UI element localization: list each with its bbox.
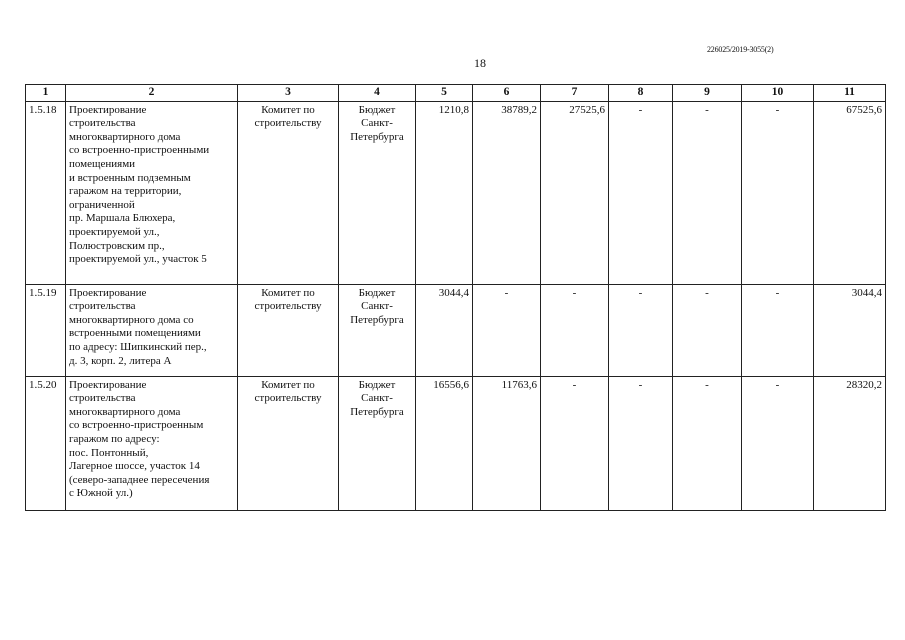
- funding-source-line: Санкт-: [361, 117, 393, 130]
- value-cell-c10: -: [742, 376, 814, 510]
- column-number: 3: [238, 85, 339, 102]
- document-registration-number: 226025/2019-3055(2): [707, 45, 774, 54]
- funding-source-cell: [339, 376, 416, 510]
- executor-line: Комитет по: [261, 378, 315, 391]
- value-cell-c7: -: [541, 376, 609, 510]
- item-name-line: проектируемой ул.,: [69, 225, 160, 238]
- column-number: 4: [339, 85, 416, 102]
- column-number: 11: [814, 85, 886, 102]
- item-name-line: д. 3, корп. 2, литера А: [69, 354, 172, 367]
- column-number: 5: [416, 85, 473, 102]
- value-cell-c6: 38789,2: [473, 101, 541, 284]
- item-name-line: Проектирование: [69, 378, 147, 391]
- value-cell-c8: -: [609, 376, 673, 510]
- value-cell-c8: -: [609, 284, 673, 376]
- item-name-line: пр. Маршала Блюхера,: [69, 212, 176, 225]
- item-name-line: с Южной ул.): [69, 487, 133, 500]
- item-name-line: строительства: [69, 300, 136, 313]
- executor-line: Комитет по: [261, 103, 315, 116]
- item-name-line: гаражом по адресу:: [69, 432, 160, 445]
- item-name-line: Проектирование: [69, 103, 147, 116]
- item-number-cell: 1.5.19: [26, 284, 66, 376]
- item-name-line: со встроенно-пристроенным: [69, 419, 204, 432]
- funding-source-cell: [339, 284, 416, 376]
- value-cell-c9: -: [673, 101, 742, 284]
- item-name-line: Полюстровским пр.,: [69, 239, 165, 252]
- funding-source-line: Петербурга: [350, 313, 404, 326]
- item-name-line: многоквартирного дома со: [69, 313, 194, 326]
- column-number: 9: [673, 85, 742, 102]
- table-body: [26, 101, 886, 510]
- value-cell-c10: -: [742, 101, 814, 284]
- table-row: [26, 376, 886, 510]
- item-name-line: проектируемой ул., участок 5: [69, 253, 207, 266]
- item-name-line: гаражом на территории,: [69, 185, 182, 198]
- item-name-cell: [66, 376, 238, 510]
- column-number: 6: [473, 85, 541, 102]
- executor-line: строительству: [254, 300, 322, 313]
- value-cell-c11: 3044,4: [814, 284, 886, 376]
- item-name-line: по адресу: Шипкинский пер.,: [69, 340, 207, 353]
- item-name-line: со встроенно-пристроенными: [69, 144, 210, 157]
- executor-line: строительству: [254, 392, 322, 405]
- value-cell-c11: 67525,6: [814, 101, 886, 284]
- executor-line: Комитет по: [261, 286, 315, 299]
- item-name-cell: [66, 101, 238, 284]
- item-name-line: строительства: [69, 392, 136, 405]
- item-name-line: помещениями: [69, 157, 136, 170]
- funding-source-cell: [339, 101, 416, 284]
- funding-source-line: Бюджет: [358, 378, 396, 391]
- program-table: [25, 84, 886, 511]
- item-name-line: ограниченной: [69, 198, 135, 211]
- column-number: 10: [742, 85, 814, 102]
- funding-source-line: Петербурга: [350, 130, 404, 143]
- item-name-line: многоквартирного дома: [69, 405, 181, 418]
- column-number: 2: [66, 85, 238, 102]
- value-cell-c8: -: [609, 101, 673, 284]
- funding-source-line: Бюджет: [358, 286, 396, 299]
- funding-source-line: Санкт-: [361, 300, 393, 313]
- value-cell-c5: 1210,8: [416, 101, 473, 284]
- value-cell-c6: -: [473, 284, 541, 376]
- value-cell-c5: 16556,6: [416, 376, 473, 510]
- funding-source-line: Петербурга: [350, 405, 404, 418]
- value-cell-c9: -: [673, 284, 742, 376]
- funding-source-line: Санкт-: [361, 392, 393, 405]
- value-cell-c7: -: [541, 284, 609, 376]
- value-cell-c5: 3044,4: [416, 284, 473, 376]
- item-name-line: строительства: [69, 117, 136, 130]
- table-row: [26, 101, 886, 284]
- item-name-line: Лагерное шоссе, участок 14: [69, 460, 200, 473]
- executor-cell: [238, 376, 339, 510]
- funding-source-line: Бюджет: [358, 103, 396, 116]
- executor-line: строительству: [254, 117, 322, 130]
- item-name-line: встроенными помещениями: [69, 327, 201, 340]
- item-name-cell: [66, 284, 238, 376]
- item-number-cell: 1.5.20: [26, 376, 66, 510]
- value-cell-c7: 27525,6: [541, 101, 609, 284]
- item-name-line: (северо-западнее пересечения: [69, 473, 210, 486]
- item-number-cell: 1.5.18: [26, 101, 66, 284]
- column-number: 8: [609, 85, 673, 102]
- item-name-line: многоквартирного дома: [69, 130, 181, 143]
- column-number: 7: [541, 85, 609, 102]
- item-name-line: и встроенным подземным: [69, 171, 191, 184]
- value-cell-c9: -: [673, 376, 742, 510]
- item-name-line: Проектирование: [69, 286, 147, 299]
- executor-cell: [238, 284, 339, 376]
- executor-cell: [238, 101, 339, 284]
- value-cell-c10: -: [742, 284, 814, 376]
- column-number: 1: [26, 85, 66, 102]
- page-number: 18: [474, 56, 486, 70]
- column-number-row: [26, 85, 886, 102]
- table-row: [26, 284, 886, 376]
- value-cell-c6: 11763,6: [473, 376, 541, 510]
- value-cell-c11: 28320,2: [814, 376, 886, 510]
- item-name-line: пос. Понтонный,: [69, 446, 149, 459]
